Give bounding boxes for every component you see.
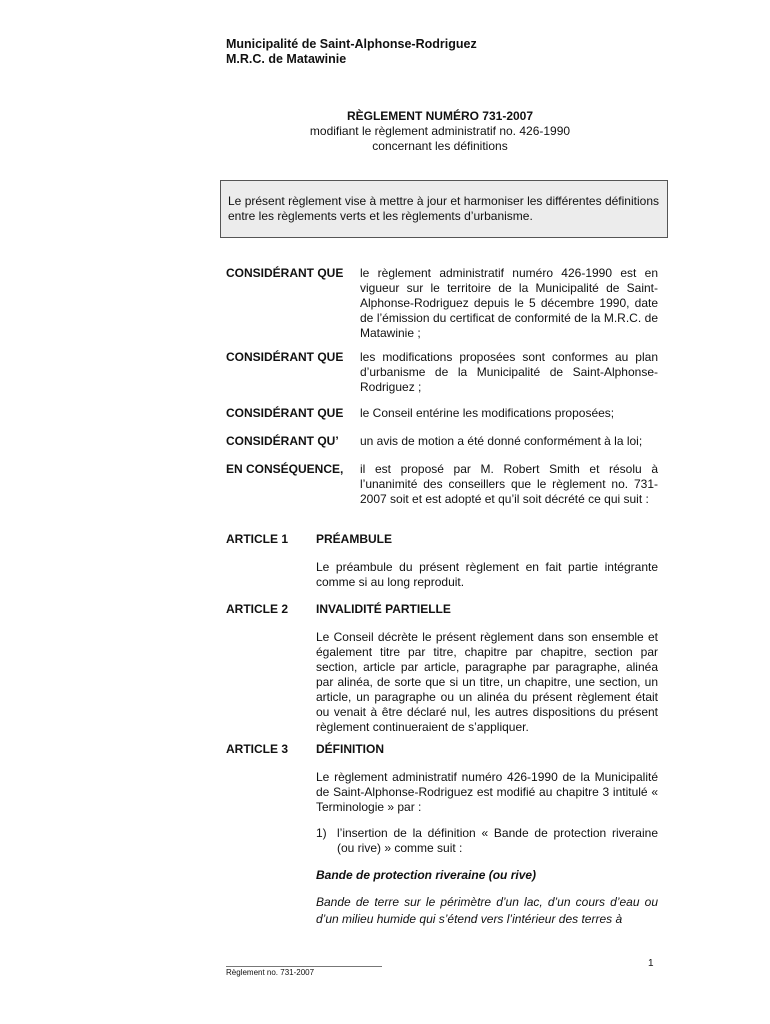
- summary-box: Le présent règlement vise à mettre à jour et harmoniser les différentes définitions entre les règlements verts et les règlements d’urbanisme.: [220, 180, 668, 238]
- consequence-text: il est proposé par M. Robert Smith et résolu à l’unanimité des conseillers que le règlement no. 731-2007 soit et est adopté et qu’il soit décrété ce qui suit :: [360, 462, 658, 506]
- mrc-name: M.R.C. de Matawinie: [226, 52, 347, 66]
- regulation-number: RÈGLEMENT NUMÉRO 731-2007: [346, 109, 534, 123]
- considerant-text: un avis de motion a été donné conformément à la loi;: [360, 434, 643, 448]
- item-text: l’insertion de la définition « Bande de protection riveraine (ou rive) » comme suit :: [337, 826, 658, 855]
- article-2-label: ARTICLE 2: [226, 602, 289, 616]
- considerant-text: les modifications proposées sont conformes au plan d’urbanisme de la Municipalité de Saint-Alphonse-Rodriguez ;: [360, 350, 658, 394]
- article-1-label: ARTICLE 1: [226, 532, 289, 546]
- definition-heading: Bande de protection riveraine (ou rive): [316, 868, 537, 882]
- considerant-label: CONSIDÉRANT QUE: [226, 266, 344, 280]
- considerant-text: le règlement administratif numéro 426-1990 est en vigueur sur le territoire de la Municipalité de Saint-Alphonse-Rodriguez depuis le 5 décembre 1990, date de l’émission du certificat de conformité de la M.R.C. de Matawinie ;: [360, 266, 658, 340]
- municipality-name: Municipalité de Saint-Alphonse-Rodriguez: [226, 37, 477, 51]
- footer-label: Règlement no. 731-2007: [226, 968, 315, 977]
- article-3-label: ARTICLE 3: [226, 742, 289, 756]
- page-number: 1: [648, 958, 654, 969]
- title-subtitle-1: modifiant le règlement administratif no. 426-1990: [309, 124, 571, 138]
- article-2-heading: INVALIDITÉ PARTIELLE: [316, 602, 451, 616]
- article-3-text: Le règlement administratif numéro 426-1990 de la Municipalité de Saint-Alphonse-Rodriguez est modifié au chapitre 3 intitulé « Terminologie » par :: [316, 770, 658, 814]
- definition-text: Bande de terre sur le périmètre d’un lac, d’un cours d’eau ou d’un milieu humide qui s’étend vers l’intérieur des terres à: [316, 895, 658, 926]
- article-1-text: Le préambule du présent règlement en fait partie intégrante comme si au long reproduit.: [316, 560, 658, 589]
- considerant-label: CONSIDÉRANT QUE: [226, 406, 344, 420]
- item-number: 1): [316, 826, 327, 840]
- title-subtitle-2: concernant les définitions: [372, 139, 508, 153]
- footer-divider: [226, 966, 382, 967]
- document-title: [200, 109, 680, 154]
- article-2-text: Le Conseil décrète le présent règlement dans son ensemble et également titre par titre, chapitre par chapitre, section par section, article par article, paragraphe par paragraphe, alinéa par alinéa, de sorte que si un titre, un chapitre, une section, un article, un paragraphe ou un alinéa du présent règlement était ou venait à être déclaré nul, les autres dispositions du présent règlement continueraient de s’appliquer.: [316, 630, 658, 734]
- considerant-label: CONSIDÉRANT QU’: [226, 434, 339, 448]
- considerant-text: le Conseil entérine les modifications proposées;: [360, 406, 615, 420]
- municipality-header: [226, 37, 477, 67]
- article-1-heading: PRÉAMBULE: [316, 532, 393, 546]
- consequence-label: EN CONSÉQUENCE,: [226, 462, 344, 476]
- considerant-label: CONSIDÉRANT QUE: [226, 350, 344, 364]
- article-3-heading: DÉFINITION: [316, 742, 384, 756]
